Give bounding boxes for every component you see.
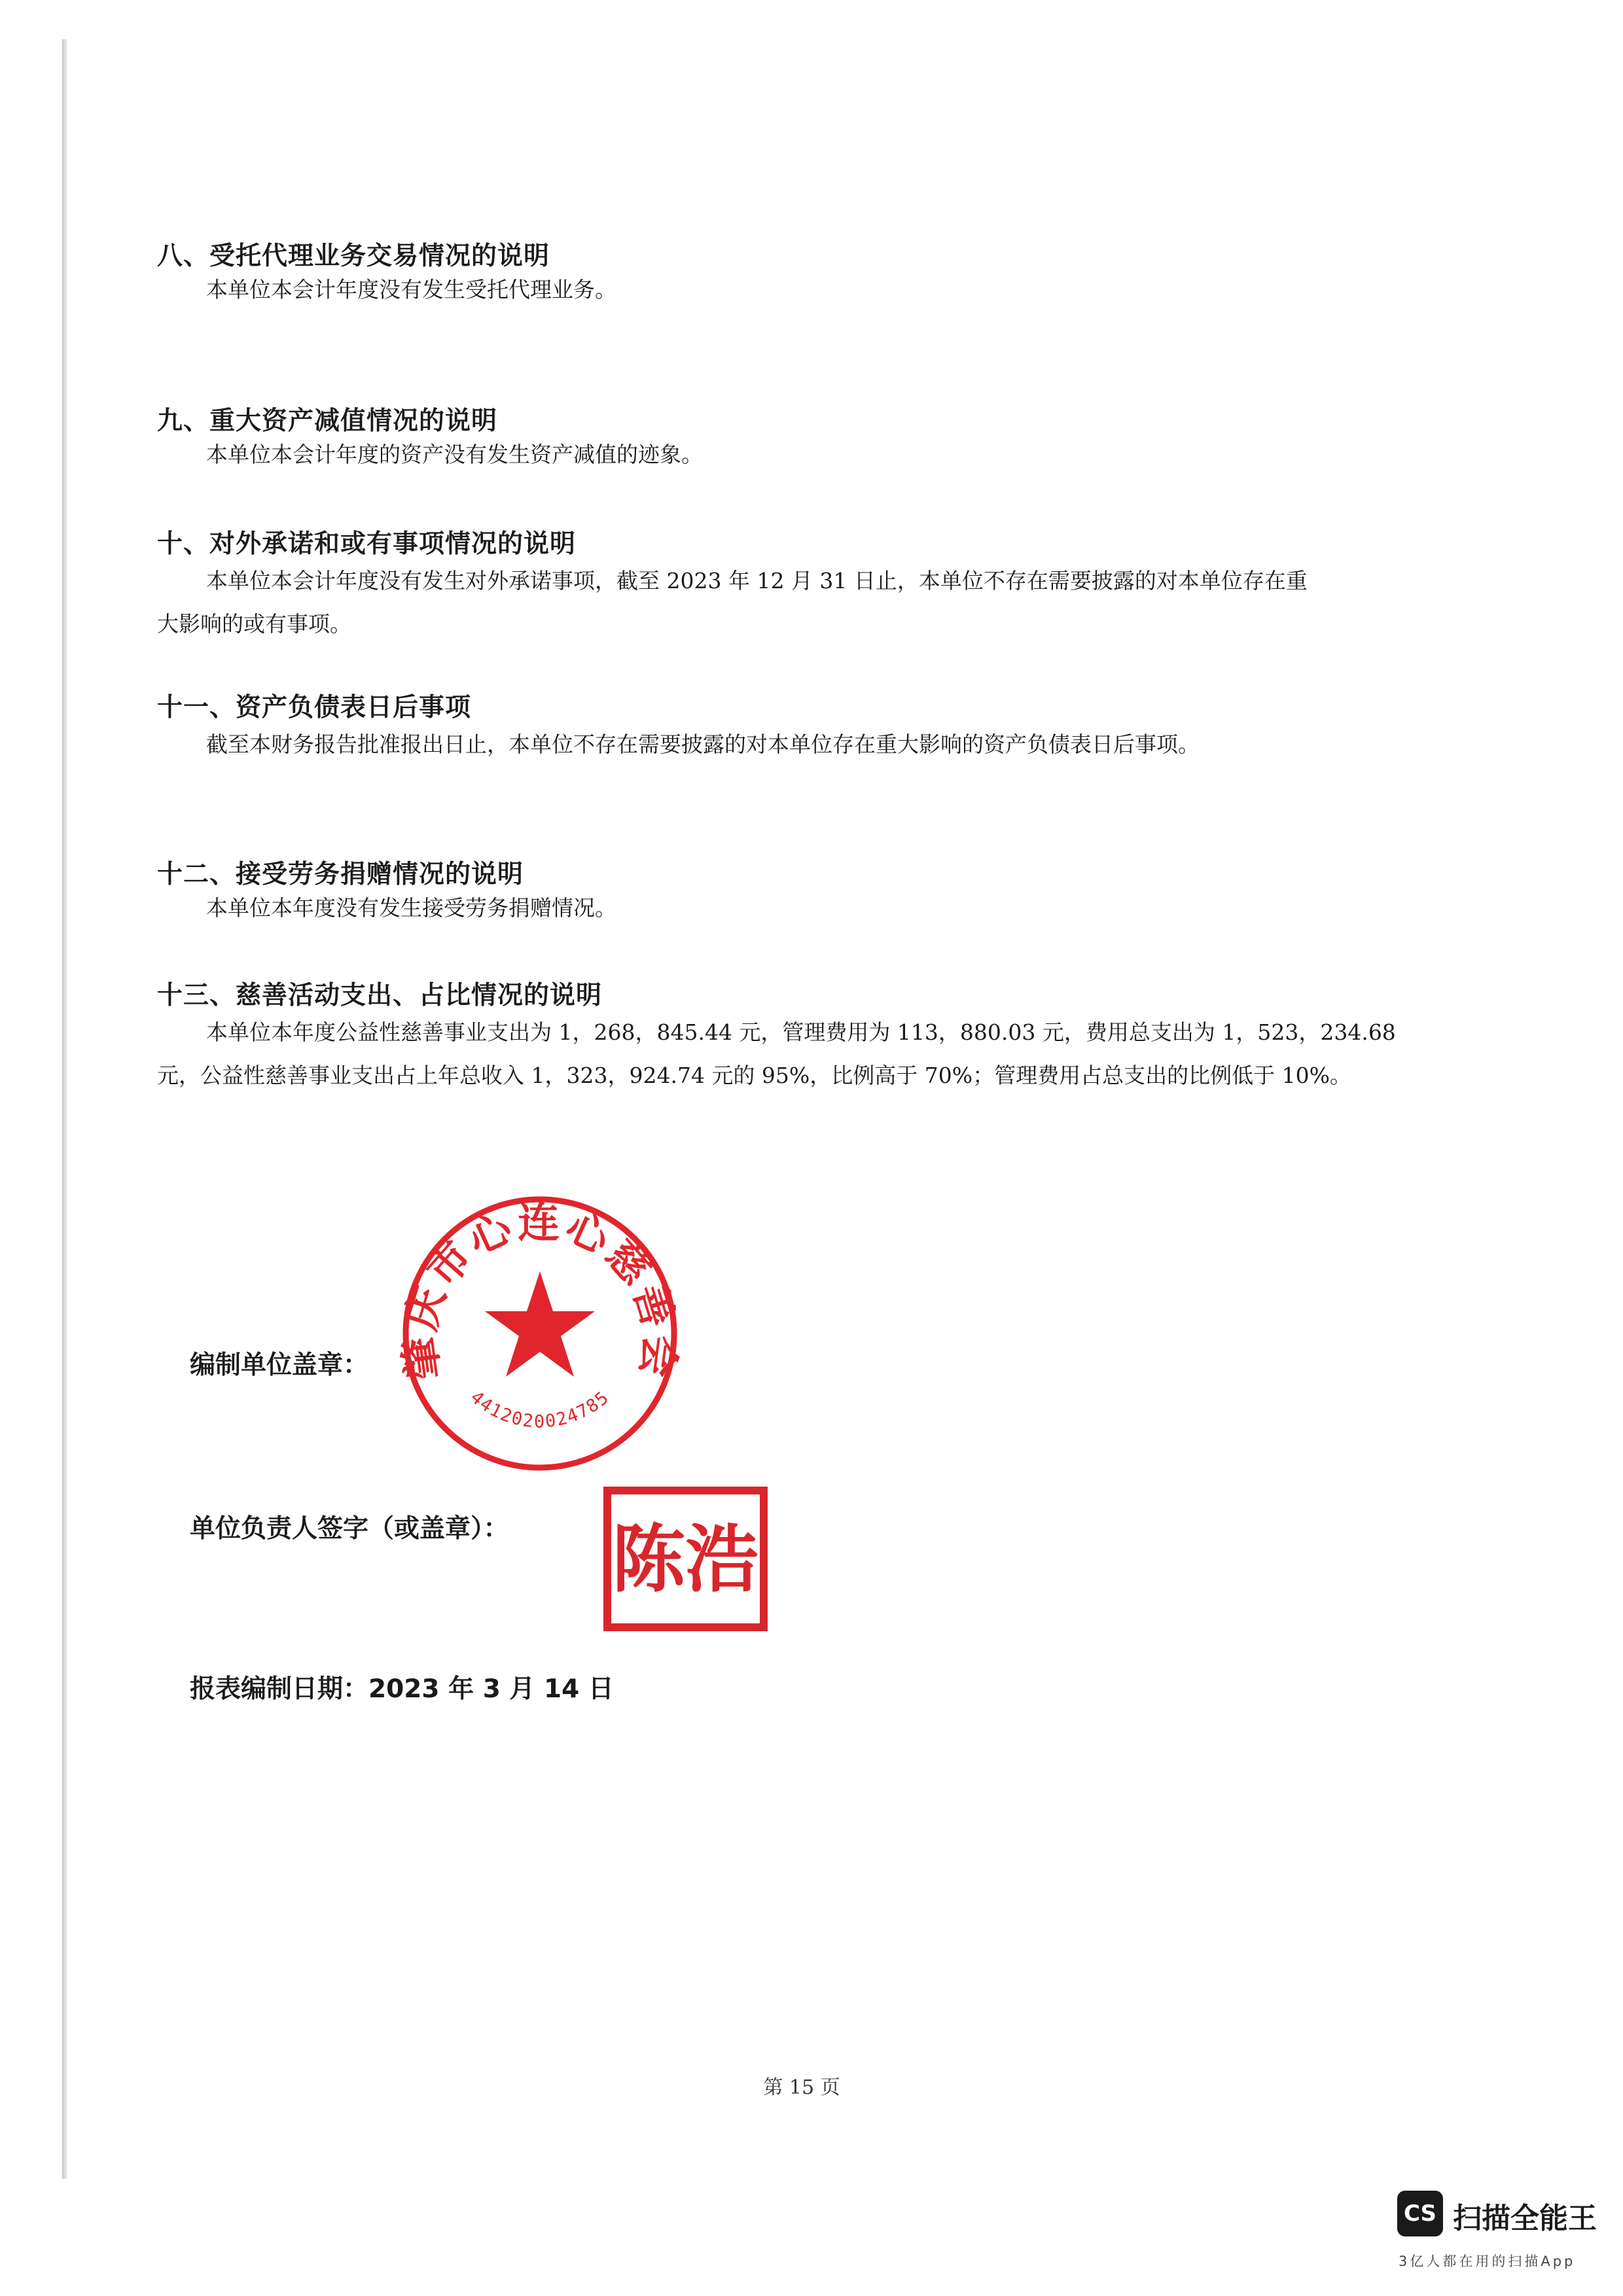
- section-9-heading: 九、重大资产减值情况的说明: [157, 406, 498, 436]
- section-13-body: [157, 1011, 1400, 1097]
- svg-text:4412020024785: [467, 1387, 614, 1432]
- section-13-heading: 十三、慈善活动支出、占比情况的说明: [157, 981, 603, 1010]
- section-12-line-1: 本单位本年度没有发生接受劳务捐赠情况。: [206, 895, 616, 921]
- camscanner-logo-icon: CS: [1397, 2191, 1443, 2236]
- watermark-title: 扫描全能王: [1453, 2202, 1597, 2235]
- page-number: 第 15 页: [763, 2076, 840, 2099]
- seal-code: 4412020024785: [466, 1386, 614, 1432]
- responsible-person-label: 单位负责人签字（或盖章）：: [190, 1514, 509, 1544]
- unit-seal-label: 编制单位盖章：: [190, 1351, 369, 1380]
- personal-stamp-name: 陈浩: [612, 1517, 758, 1602]
- section-9-body: [157, 433, 1400, 476]
- organization-seal-graphic: [396, 1190, 684, 1477]
- organization-seal: [396, 1190, 684, 1477]
- section-10-line-1: 本单位本会计年度没有发生对外承诺事项，截至 2023 年 12 月 31 日止，本单位不存在需要披露的对本单位存在重: [206, 568, 1308, 593]
- section-11-line-1: 截至本财务报告批准报出日止，本单位不存在需要披露的对本单位存在重大影响的资产负债表日后事项。: [206, 732, 1200, 757]
- section-10-line-2: 大影响的或有事项。: [157, 611, 351, 637]
- section-12-body: [157, 887, 1400, 930]
- section-10-body: [157, 559, 1400, 646]
- section-9-line-1: 本单位本会计年度的资产没有发生资产减值的迹象。: [206, 442, 703, 467]
- section-10-heading: 十、对外承诺和或有事项情况的说明: [157, 529, 577, 559]
- seal-org-name: 肇庆市心连心慈善会: [396, 1198, 684, 1383]
- section-13-line-2: 元，公益性慈善事业支出占上年总收入 1，323，924.74 元的 95%，比例高于 70%；管理费用占总支出的比例低于 10%。: [157, 1063, 1351, 1088]
- section-11-heading: 十一、资产负债表日后事项: [157, 693, 472, 722]
- section-12-heading: 十二、接受劳务捐赠情况的说明: [157, 860, 524, 889]
- seal-star-icon: [485, 1271, 595, 1377]
- report-date: 报表编制日期：2023 年 3 月 14 日: [190, 1674, 614, 1704]
- section-11-body: [157, 723, 1400, 766]
- section-8-line-1: 本单位本会计年度没有发生受托代理业务。: [206, 277, 616, 302]
- personal-name-stamp: [602, 1485, 769, 1633]
- scanner-watermark: [1364, 2191, 1600, 2282]
- section-13-line-1: 本单位本年度公益性慈善事业支出为 1，268，845.44 元，管理费用为 113，880.03 元，费用总支出为 1，523，234.68: [206, 1019, 1396, 1045]
- section-8-heading: 八、受托代理业务交易情况的说明: [157, 241, 550, 271]
- watermark-subtitle: 3亿人都在用的扫描App: [1399, 2253, 1576, 2269]
- section-8-body: [157, 268, 1400, 311]
- personal-stamp-graphic: [602, 1485, 769, 1633]
